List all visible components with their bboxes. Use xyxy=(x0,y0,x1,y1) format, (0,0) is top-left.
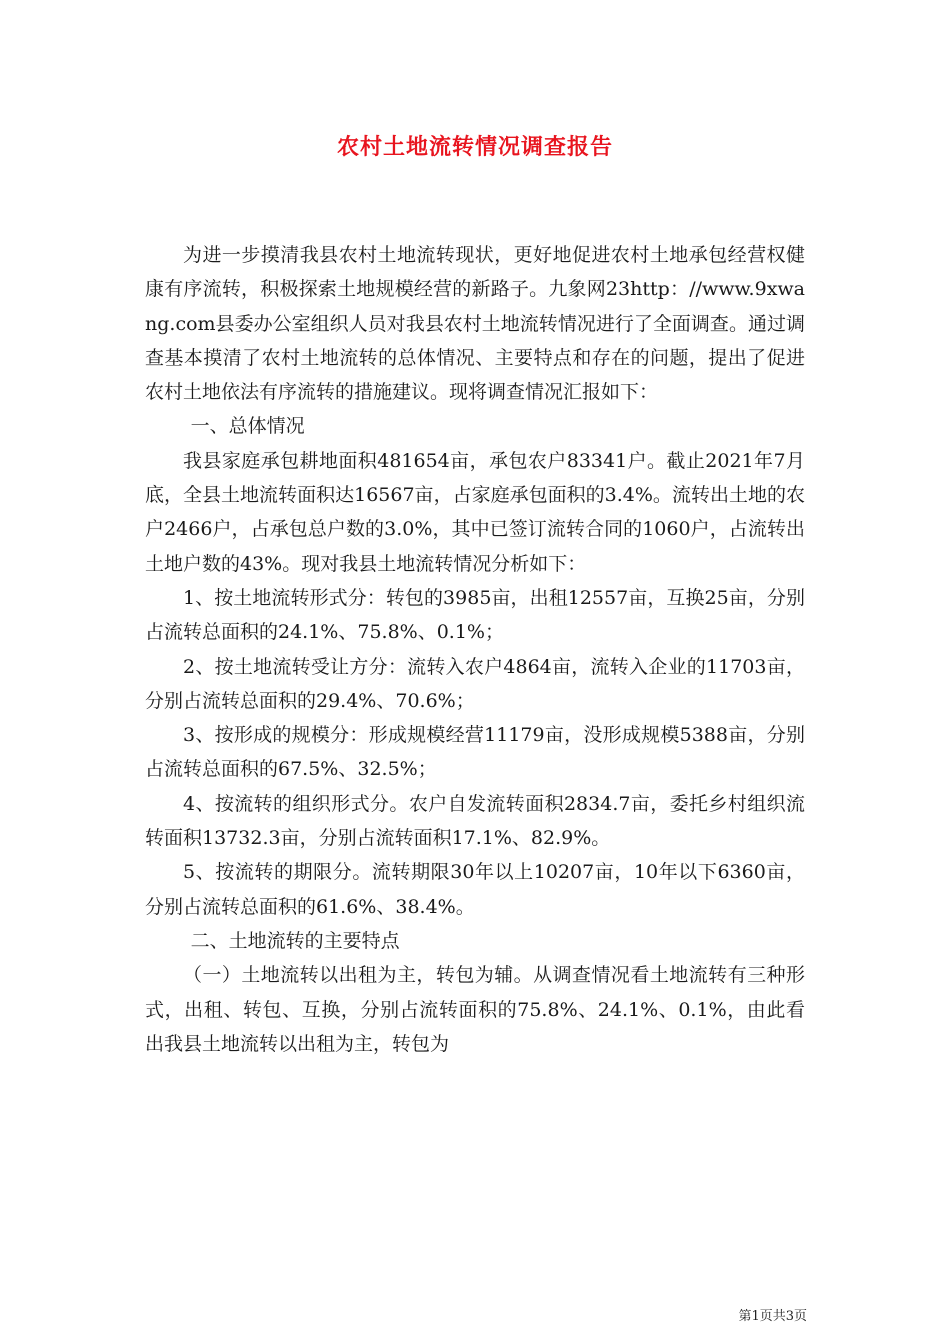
document-body xyxy=(145,238,805,1061)
paragraph-feature-1: （一）土地流转以出租为主，转包为辅。从调查情况看土地流转有三种形式，出租、转包、互换，分别占流转面积的75.8%、24.1%、0.1%，由此看出我县土地流转以出租为主，转包为 xyxy=(145,964,805,1055)
document-title: 农村土地流转情况调查报告 xyxy=(336,134,613,160)
paragraph-item-4: 4、按流转的组织形式分。农户自发流转面积2834.7亩，委托乡村组织流转面积13732.3亩，分别占流转面积17.1%、82.9%。 xyxy=(145,792,805,850)
section-heading-overall: 一、总体情况 xyxy=(190,415,305,438)
paragraph-item-1: 1、按土地流转形式分：转包的3985亩，出租12557亩，互换25亩，分别占流转总面积的24.1%、75.8%、0.1%； xyxy=(145,586,805,644)
paragraph-intro: 为进一步摸清我县农村土地流转现状，更好地促进农村土地承包经营权健康有序流转，积极探索土地规模经营的新路子。九象网23http：//www.9xwang.com县委办公室组织人员对我县农村土地流转情况进行了全面调查。通过调查基本摸清了农村土地流转的总体情况、主要特点和存在的问题，提出了促进农村土地依法有序流转的措施建议。现将调查情况汇报如下： xyxy=(145,244,805,404)
paragraph-item-5: 5、按流转的期限分。流转期限30年以上10207亩，10年以下6360亩，分别占流转总面积的61.6%、38.4%。 xyxy=(145,861,805,918)
paragraph-overall-stats: 我县家庭承包耕地面积481654亩，承包农户83341户。截止2021年7月底，全县土地流转面积达16567亩，占家庭承包面积的3.4%。流转出土地的农户2466户，占承包总户数的3.0%，其中已签订流转合同的1060户，占流转出土地户数的43%。现对我县土地流转情况分析如下： xyxy=(145,449,805,575)
paragraph-item-2: 2、按土地流转受让方分：流转入农户4864亩，流转入企业的11703亩，分别占流转总面积的29.4%、70.6%； xyxy=(145,655,805,712)
paragraph-item-3: 3、按形成的规模分：形成规模经营11179亩，没形成规模5388亩，分别占流转总面积的67.5%、32.5%； xyxy=(145,724,805,781)
page-number-footer: 第1页共3页 xyxy=(738,1309,807,1324)
section-heading-features: 二、土地流转的主要特点 xyxy=(190,929,400,952)
